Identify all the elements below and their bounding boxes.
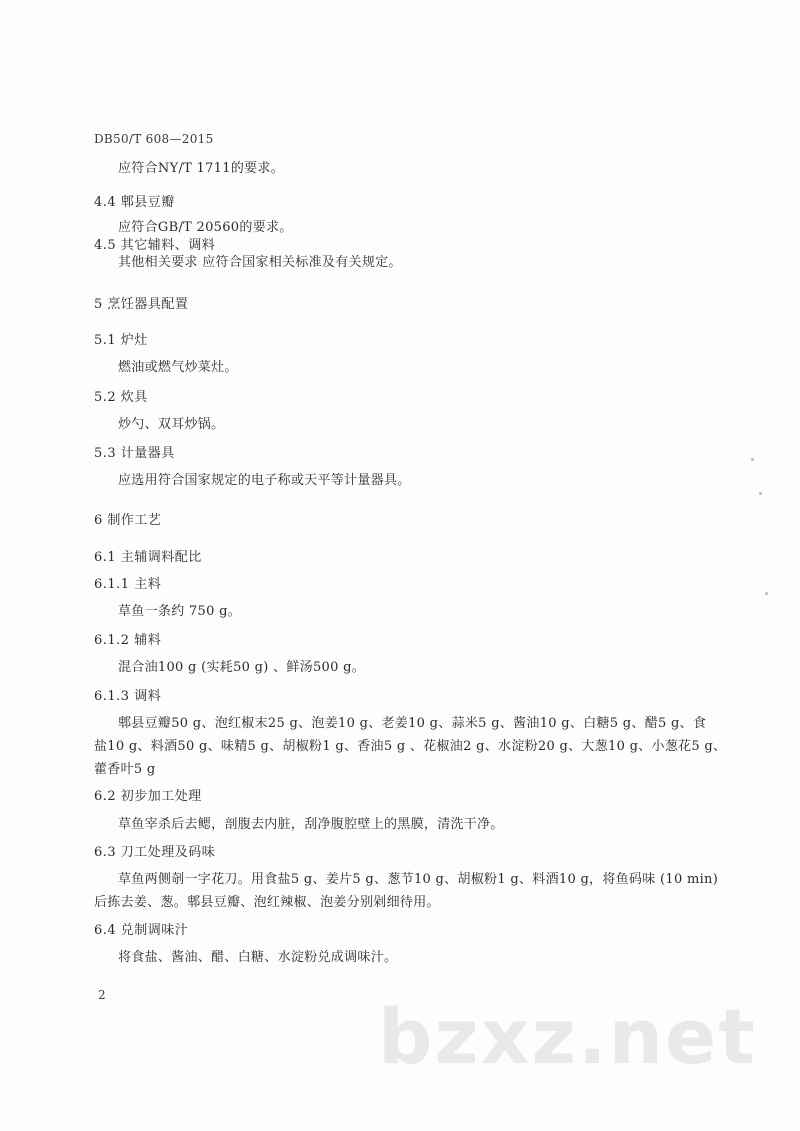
body-text: 混合油100 g (实耗50 g) 、鲜汤500 g。 [118, 660, 366, 675]
clause-heading-6-1-3: 6.1.3 调料 [94, 689, 162, 704]
body-text: 藿香叶5 g [94, 762, 156, 777]
body-text: 炒勺、双耳炒锅。 [118, 417, 225, 432]
clause-heading-6-1-1: 6.1.1 主料 [94, 577, 162, 592]
clause-heading-5-1: 5.1 炉灶 [94, 333, 148, 348]
scan-speck [765, 592, 768, 595]
watermark-logo: bzxz.net [378, 992, 757, 1081]
body-text: 燃油或燃气炒菜灶。 [118, 360, 238, 375]
section-heading-6: 6 制作工艺 [94, 513, 162, 528]
body-text: 应符合NY/T 1711的要求。 [118, 161, 285, 176]
body-text: 后拣去姜、葱。郫县豆瓣、泡红辣椒、泡姜分别剁细待用。 [94, 895, 440, 910]
clause-heading-6-4: 6.4 兑制调味汁 [94, 923, 189, 938]
page-number: 2 [98, 988, 106, 1002]
body-text: 草鱼宰杀后去鳃，剖腹去内脏，刮净腹腔壁上的黑膜，清洗干净。 [118, 817, 504, 832]
clause-heading-6-1-2: 6.1.2 辅料 [94, 633, 162, 648]
clause-heading-6-2: 6.2 初步加工处理 [94, 789, 202, 804]
clause-heading-5-3: 5.3 计量器具 [94, 446, 175, 461]
scan-speck [759, 492, 762, 495]
scan-speck [751, 458, 754, 461]
clause-heading-4-4: 4.4 郫县豆瓣 [94, 195, 175, 210]
body-text: 应选用符合国家规定的电子称或天平等计量器具。 [118, 473, 411, 488]
body-text: 将食盐、酱油、醋、白糖、水淀粉兑成调味汁。 [118, 950, 398, 965]
document-id: DB50/T 608—2015 [94, 132, 214, 146]
clause-heading-5-2: 5.2 炊具 [94, 390, 148, 405]
clause-heading-4-5: 4.5 其它辅料、调料 [94, 238, 216, 253]
body-text: 郫县豆瓣50 g、泡红椒末25 g、泡姜10 g、老姜10 g、蒜米5 g、酱油10 g、白糖5 g、醋5 g、食 [118, 716, 707, 731]
body-text: 盐10 g、料酒50 g、味精5 g、胡椒粉1 g、香油5 g 、花椒油2 g、水淀粉20 g、大葱10 g、小葱花5 g、 [94, 739, 727, 754]
clause-heading-6-3: 6.3 刀工处理及码味 [94, 845, 216, 860]
clause-heading-6-1: 6.1 主辅调料配比 [94, 550, 202, 565]
body-text: 应符合GB/T 20560的要求。 [118, 220, 293, 235]
section-heading-5: 5 烹饪器具配置 [94, 297, 189, 312]
body-text: 其他相关要求 应符合国家相关标准及有关规定。 [118, 255, 402, 270]
body-text: 草鱼两侧剞一字花刀。用食盐5 g、姜片5 g、葱节10 g、胡椒粉1 g、料酒10 g，将鱼码味 (10 min) [118, 872, 719, 887]
body-text: 草鱼一条约 750 g。 [118, 604, 241, 619]
